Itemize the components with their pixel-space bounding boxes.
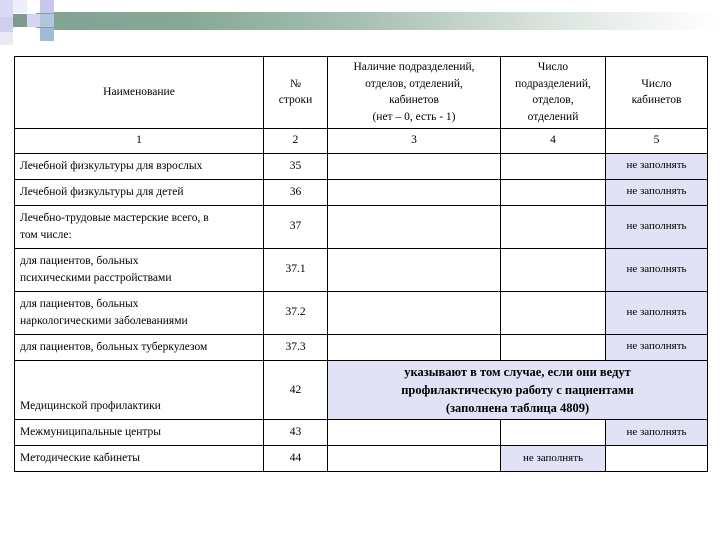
row-cabinets-cell: не заполнять <box>606 248 708 291</box>
decoration-square-9 <box>27 28 40 41</box>
row-line-number: 36 <box>264 179 328 205</box>
table-column-number-row <box>15 128 708 153</box>
decoration-square-7 <box>27 14 40 27</box>
row-cabinets-cell: не заполнять <box>606 420 708 446</box>
table-row <box>15 446 708 472</box>
row-presence-cell[interactable] <box>328 446 501 472</box>
table-row <box>15 360 708 419</box>
row-line-number: 44 <box>264 446 328 472</box>
decoration-square-11 <box>13 0 27 13</box>
header-presence-line-1: Наличие подразделений, <box>353 61 475 73</box>
header-cell-line-number <box>264 57 328 129</box>
decoration-square-2 <box>0 17 13 32</box>
row-name: Лечебной физкультуры для детей <box>15 179 264 205</box>
annotation-line-1: указывают в том случае, если они ведут <box>404 364 631 379</box>
decoration-gradient-bar <box>36 12 720 30</box>
table-row <box>15 248 708 291</box>
row-presence-cell[interactable] <box>328 179 501 205</box>
row-name: Методические кабинеты <box>15 446 264 472</box>
row-line-number: 37.1 <box>264 248 328 291</box>
row-name-line-2: наркологическими заболеваниями <box>20 314 188 327</box>
decoration-square-3 <box>0 32 13 45</box>
slide-decoration <box>0 0 720 46</box>
row-line-number: 42 <box>264 360 328 419</box>
row-divisions-cell[interactable] <box>501 291 606 334</box>
header-presence-line-2: отделов, отделений, <box>365 77 463 90</box>
header-name-text: Наименование <box>103 86 175 98</box>
row-name-line-2: том числе: <box>20 228 72 241</box>
annotation-note <box>328 360 708 419</box>
header-divisions-line-1: Число <box>537 61 569 73</box>
annotation-line-3: (заполнена таблица 4809) <box>445 400 590 415</box>
row-cabinets-cell: не заполнять <box>606 179 708 205</box>
colnum-1: 1 <box>15 128 264 153</box>
decoration-square-8 <box>40 14 54 27</box>
row-line-number: 37.2 <box>264 291 328 334</box>
row-divisions-cell[interactable] <box>501 153 606 179</box>
row-divisions-cell[interactable] <box>501 205 606 248</box>
row-name-line-2: психическими расстройствами <box>20 271 172 284</box>
row-presence-cell[interactable] <box>328 420 501 446</box>
row-presence-cell[interactable] <box>328 205 501 248</box>
row-presence-cell[interactable] <box>328 248 501 291</box>
header-cell-count-divisions <box>501 57 606 129</box>
header-cell-count-cabinets <box>606 57 708 129</box>
header-presence-line-3: кабинетов <box>389 94 439 107</box>
row-divisions-cell[interactable] <box>501 179 606 205</box>
row-name <box>15 291 264 334</box>
row-cabinets-cell: не заполнять <box>606 153 708 179</box>
row-divisions-cell[interactable] <box>501 334 606 360</box>
row-presence-cell[interactable] <box>328 291 501 334</box>
header-line-no-text-2: строки <box>278 94 313 107</box>
row-name-line-1: для пациентов, больных <box>20 298 139 311</box>
table-row <box>15 205 708 248</box>
row-name-line-1: Лечебно-трудовые мастерские всего, в <box>20 212 209 225</box>
row-line-number: 43 <box>264 420 328 446</box>
row-line-number: 37.3 <box>264 334 328 360</box>
header-line-no-text-1: № <box>290 77 301 90</box>
table-row <box>15 420 708 446</box>
table-row <box>15 153 708 179</box>
decoration-square-4 <box>13 14 27 27</box>
colnum-4: 4 <box>501 128 606 153</box>
table-row <box>15 179 708 205</box>
colnum-5: 5 <box>606 128 708 153</box>
table-row <box>15 291 708 334</box>
header-cabinets-line-1: Число <box>641 77 672 90</box>
header-presence-line-4: (нет – 0, есть - 1) <box>372 111 456 124</box>
annotation-line-2: профилактическую работу с пациентами <box>401 382 634 397</box>
row-line-number: 37 <box>264 205 328 248</box>
header-cabinets-line-2: кабинетов <box>631 94 682 107</box>
decoration-square-6 <box>40 0 54 13</box>
row-name: Лечебной физкультуры для взрослых <box>15 153 264 179</box>
row-cabinets-cell: не заполнять <box>606 334 708 360</box>
row-presence-cell[interactable] <box>328 153 501 179</box>
row-name: Межмуниципальные центры <box>15 420 264 446</box>
report-table-container <box>14 56 707 472</box>
row-name: Медицинской профилактики <box>15 360 264 419</box>
row-cabinets-cell: не заполнять <box>606 205 708 248</box>
colnum-2: 2 <box>264 128 328 153</box>
row-cabinets-cell[interactable] <box>606 446 708 472</box>
header-cell-presence <box>328 57 501 129</box>
colnum-3: 3 <box>328 128 501 153</box>
decoration-square-10 <box>40 28 54 41</box>
row-name <box>15 205 264 248</box>
row-divisions-cell[interactable] <box>501 248 606 291</box>
row-name-line-1: для пациентов, больных <box>20 255 139 268</box>
row-name: для пациентов, больных туберкулезом <box>15 334 264 360</box>
row-cabinets-cell: не заполнять <box>606 291 708 334</box>
header-divisions-line-3: отделов, <box>532 94 574 107</box>
header-cell-name <box>15 57 264 129</box>
table-header-row <box>15 57 708 129</box>
decoration-square-5 <box>27 0 40 13</box>
header-divisions-line-2: подразделений, <box>515 77 591 90</box>
row-name <box>15 248 264 291</box>
header-divisions-line-4: отделений <box>527 111 579 124</box>
row-presence-cell[interactable] <box>328 334 501 360</box>
decoration-square-1 <box>0 0 13 17</box>
report-table <box>14 56 708 472</box>
row-line-number: 35 <box>264 153 328 179</box>
row-divisions-cell: не заполнять <box>501 446 606 472</box>
row-divisions-cell[interactable] <box>501 420 606 446</box>
table-row <box>15 334 708 360</box>
